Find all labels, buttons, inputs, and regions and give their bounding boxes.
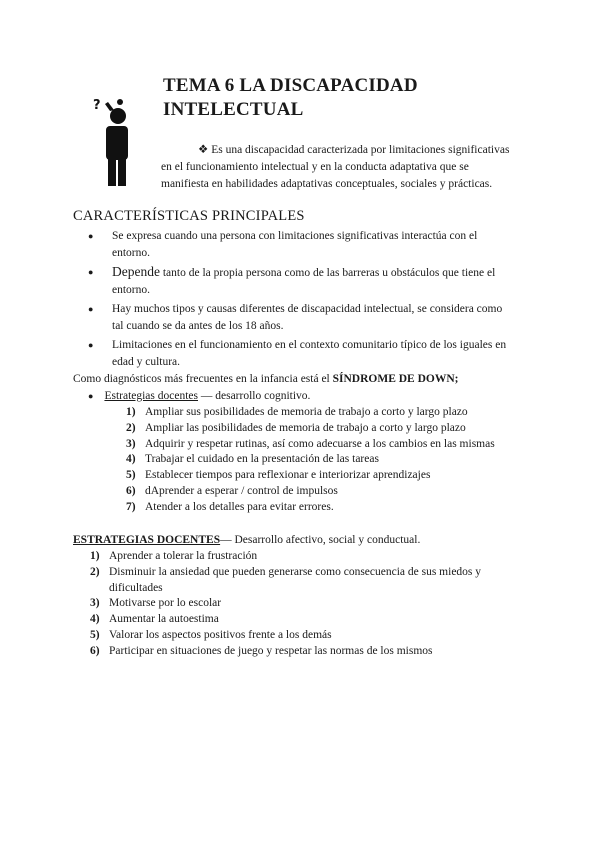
caracteristicas-heading: CARACTERÍSTICAS PRINCIPALES: [73, 208, 305, 224]
estrategias-cognitivo-heading: ● Estrategias docentes — desarrollo cognitivo.: [88, 390, 311, 402]
list-item: ● Depende tanto de la propia persona como de las barreras u obstáculos que tiene el entorno.: [88, 264, 528, 298]
list-item: 4) Aumentar la autoestima: [90, 613, 219, 626]
list-item: 2) Disminuir la ansiedad que pueden generarse como consecuencia de sus miedos y dificultades: [90, 565, 482, 594]
title-line-1: TEMA 6 LA DISCAPACIDAD: [163, 75, 418, 96]
intro-paragraph: [161, 142, 528, 193]
thinking-person-icon: [88, 94, 138, 186]
intro-line-1: Es una discapacidad caracterizada por limitaciones significativas: [211, 144, 510, 156]
svg-text:?: ?: [93, 98, 101, 113]
list-item: 5) Valorar los aspectos positivos frente a los demás: [90, 628, 332, 641]
page-title: [163, 74, 418, 122]
bullet-icon: ●: [88, 391, 94, 401]
list-item: ● Hay muchos tipos y causas diferentes de discapacidad intelectual, se considera como tal cuando se da antes de los 18 años.: [88, 301, 528, 334]
diamond-bullet-icon: ❖: [198, 144, 209, 156]
list-item: 1) Ampliar sus posibilidades de memoria de trabajo a corto y largo plazo: [126, 406, 468, 418]
list-item: 7) Atender a los detalles para evitar errores.: [126, 500, 334, 513]
list-item: 4) Trabajar el cuidado en la presentación de las tareas: [126, 453, 379, 466]
list-item: 1) Aprender a tolerar la frustración: [90, 550, 258, 562]
list-item: 3) Adquirir y respetar rutinas, así como adecuarse a los cambios en las mismas: [126, 437, 495, 450]
estrategias-afectivo-heading: ESTRATEGIAS DOCENTES— Desarrollo afectivo, social y conductual.: [73, 534, 421, 546]
title-line-2: INTELECTUAL: [163, 99, 304, 120]
list-item: 6) Participar en situaciones de juego y respetar las normas de los mismos: [90, 644, 433, 657]
list-item: 6) dAprender a esperar / control de impulsos: [126, 484, 338, 497]
intro-line-2: en el funcionamiento intelectual y en la conducta adaptativa que se: [161, 161, 469, 173]
afectivo-list: [90, 549, 530, 660]
intro-line-3: manifiesta en habilidades adaptativas conceptuales, sociales y prácticas.: [161, 178, 493, 190]
cognitivo-list: [126, 405, 546, 516]
list-item: 3) Motivarse por lo escolar: [90, 597, 222, 610]
caracteristicas-list: [88, 228, 528, 373]
list-item: 2) Ampliar las posibilidades de memoria de trabajo a corto y largo plazo: [126, 421, 466, 434]
diagnostico-line: Como diagnósticos más frecuentes en la infancia está el SÍNDROME DE DOWN;: [73, 373, 459, 385]
list-item: 5) Establecer tiempos para reflexionar e interiorizar aprendizajes: [126, 469, 431, 482]
list-item: ● Limitaciones en el funcionamiento en el contexto comunitario típico de los iguales en edad y cultura.: [88, 337, 528, 370]
list-item: ● Se expresa cuando una persona con limitaciones significativas interactúa con el entorno.: [88, 228, 528, 261]
